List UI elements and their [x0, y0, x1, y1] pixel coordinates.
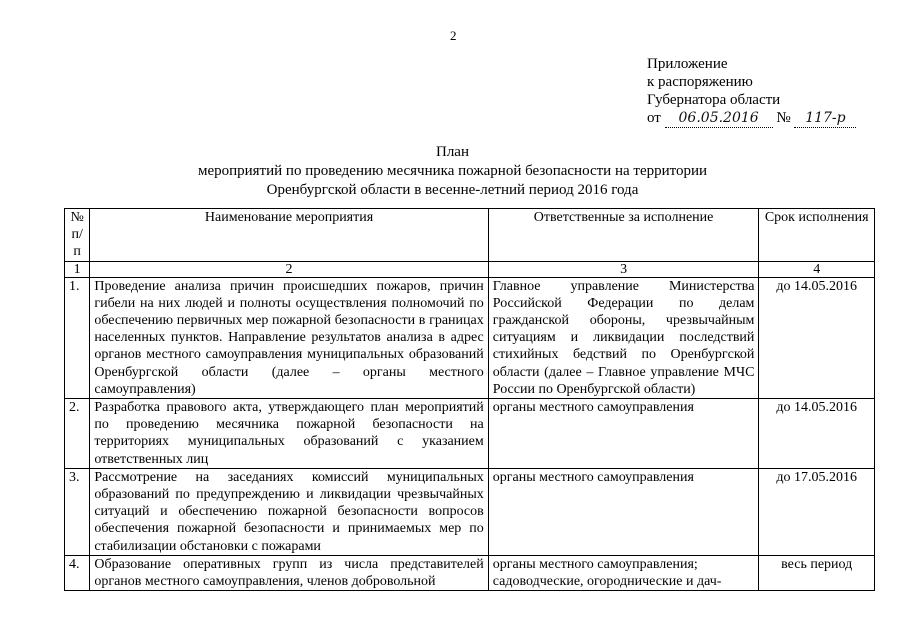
row-num: 1.	[65, 277, 90, 398]
page-number: 2	[450, 28, 457, 43]
appendix-line-1: Приложение	[647, 56, 728, 72]
title-line-3: Оренбургской области в весенне-летний период 2016 года	[266, 182, 639, 198]
appendix-line-3: Губернатора области	[647, 92, 781, 108]
handwritten-number: 117-р	[794, 109, 856, 128]
header-responsible: Ответственные за исполнение	[488, 209, 759, 262]
table-header-row	[65, 209, 875, 262]
row-name: Рассмотрение на заседаниях комиссий муниципальных образований по предупреждению и ликвидации чрезвычайных ситуаций и обеспечению пожарной безопасности вопросов обеспечения пожарной безопасности и принимаемых мер по стабилизации обстановки с пожарами	[90, 468, 488, 555]
row-responsible: Главное управление Министерства Российской Федерации по делам гражданской обороны, чрезвычайным ситуациям и ликвидации последствий стихийных бедствий по Оренбургской области (далее – Главное управление МЧС России по Оренбургской области)	[488, 277, 759, 398]
number-prefix: №	[776, 110, 791, 126]
table-row	[65, 277, 875, 398]
row-num: 2.	[65, 399, 90, 469]
title-line-1: План	[435, 144, 469, 160]
column-number-row	[65, 261, 875, 277]
document-title	[0, 143, 905, 200]
column-number: 2	[90, 261, 488, 277]
title-line-2: мероприятий по проведению месячника пожарной безопасности на территории	[197, 163, 708, 179]
table-row	[65, 555, 875, 590]
row-name: Разработка правового акта, утверждающего план мероприятий по проведению месячника пожарной безопасности на территориях муниципальных образований с указанием ответственных лиц	[90, 399, 488, 469]
header-num: № п/п	[65, 209, 90, 262]
handwritten-date: 06.05.2016	[665, 109, 773, 128]
table-row	[65, 468, 875, 555]
table-row	[65, 399, 875, 469]
column-number: 4	[759, 261, 875, 277]
row-name: Проведение анализа причин происшедших пожаров, причин гибели на них людей и полноты осуществления полномочий по обеспечению первичных мер пожарной безопасности в границах населенных пунктов. Направление результатов анализа в адрес органов местного самоуправления муниципальных образований Оренбургской области (далее – органы местного самоуправления)	[90, 277, 488, 398]
appendix-date-line	[647, 109, 856, 128]
header-name: Наименование мероприятия	[90, 209, 488, 262]
row-responsible: органы местного самоуправления	[488, 399, 759, 469]
row-responsible: органы местного самоуправления; садоводческие, огороднические и дач-	[488, 555, 759, 590]
appendix-block	[647, 55, 856, 128]
row-num: 3.	[65, 468, 90, 555]
row-name: Образование оперативных групп из числа представителей органов местного самоуправления, членов добровольной	[90, 555, 488, 590]
row-deadline: весь период	[759, 555, 875, 590]
row-deadline: до 14.05.2016	[759, 399, 875, 469]
date-prefix: от	[647, 110, 661, 126]
appendix-line-2: к распоряжению	[647, 74, 753, 90]
column-number: 1	[65, 261, 90, 277]
header-deadline: Срок исполнения	[759, 209, 875, 262]
column-number: 3	[488, 261, 759, 277]
plan-table	[64, 208, 875, 591]
row-num: 4.	[65, 555, 90, 590]
row-responsible: органы местного самоуправления	[488, 468, 759, 555]
row-deadline: до 17.05.2016	[759, 468, 875, 555]
row-deadline: до 14.05.2016	[759, 277, 875, 398]
